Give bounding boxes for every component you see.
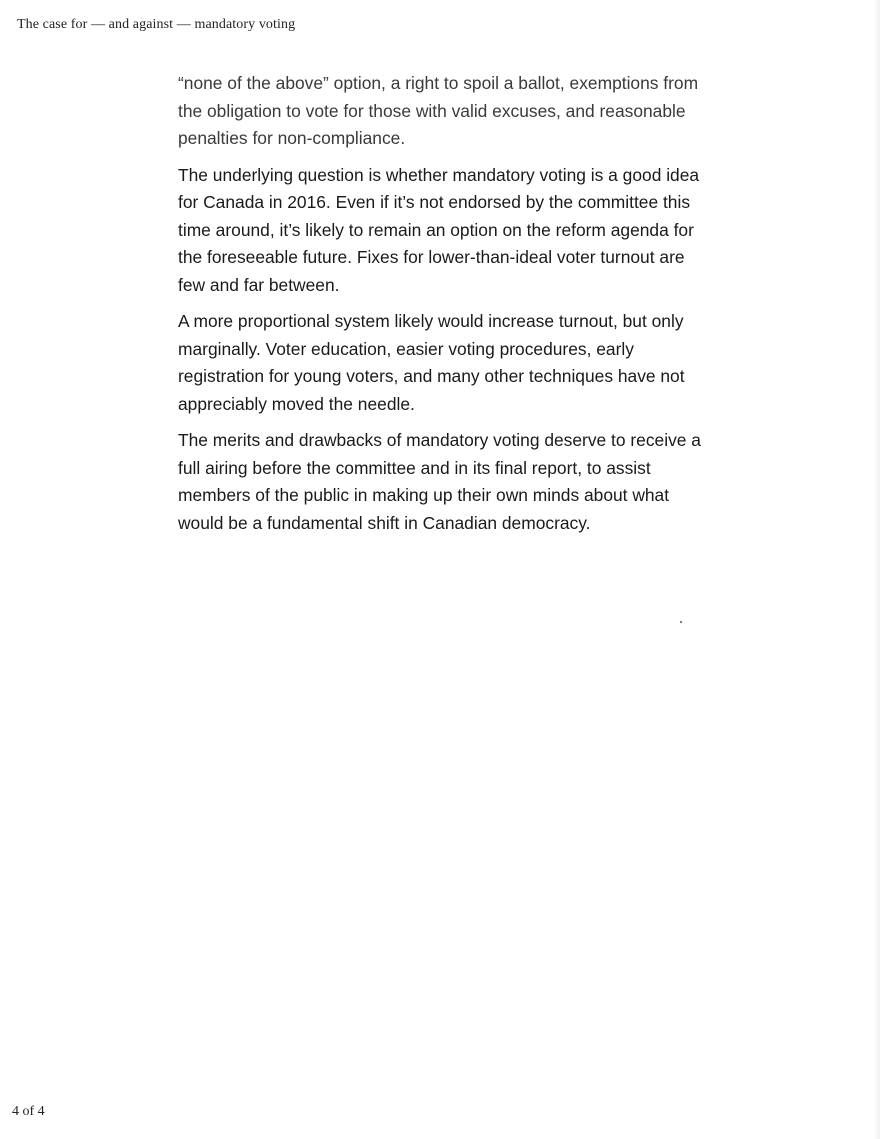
article-paragraph: The underlying question is whether mandatory voting is a good idea for Canada in 2016. Even if it’s not endorsed by the committee this time around, it’s likely to remain an option on the reform agenda for the foreseeable future. Fixes for lower-than-ideal voter turnout are few and far between. (178, 164, 700, 295)
article-paragraph: The merits and drawbacks of mandatory voting deserve to receive a full airing before the committee and in its final report, to assist members of the public in making up their own minds about what would be a fundamental shift in Canadian democracy. (178, 430, 701, 533)
scan-edge-shadow (874, 0, 880, 1139)
scan-speck (680, 621, 682, 623)
page-header-title: The case for — and against — mandatory voting (17, 17, 296, 32)
article-body (178, 70, 703, 546)
page-number: 4 of 4 (12, 1104, 45, 1119)
article-paragraph: A more proportional system likely would increase turnout, but only marginally. Voter education, easier voting procedures, early registration for young voters, and many other techniques have not appreciably moved the needle. (178, 311, 685, 414)
article-paragraph: “none of the above” option, a right to spoil a ballot, exemptions from the obligation to vote for those with valid excuses, and reasonable penalties for non-compliance. (178, 73, 699, 148)
